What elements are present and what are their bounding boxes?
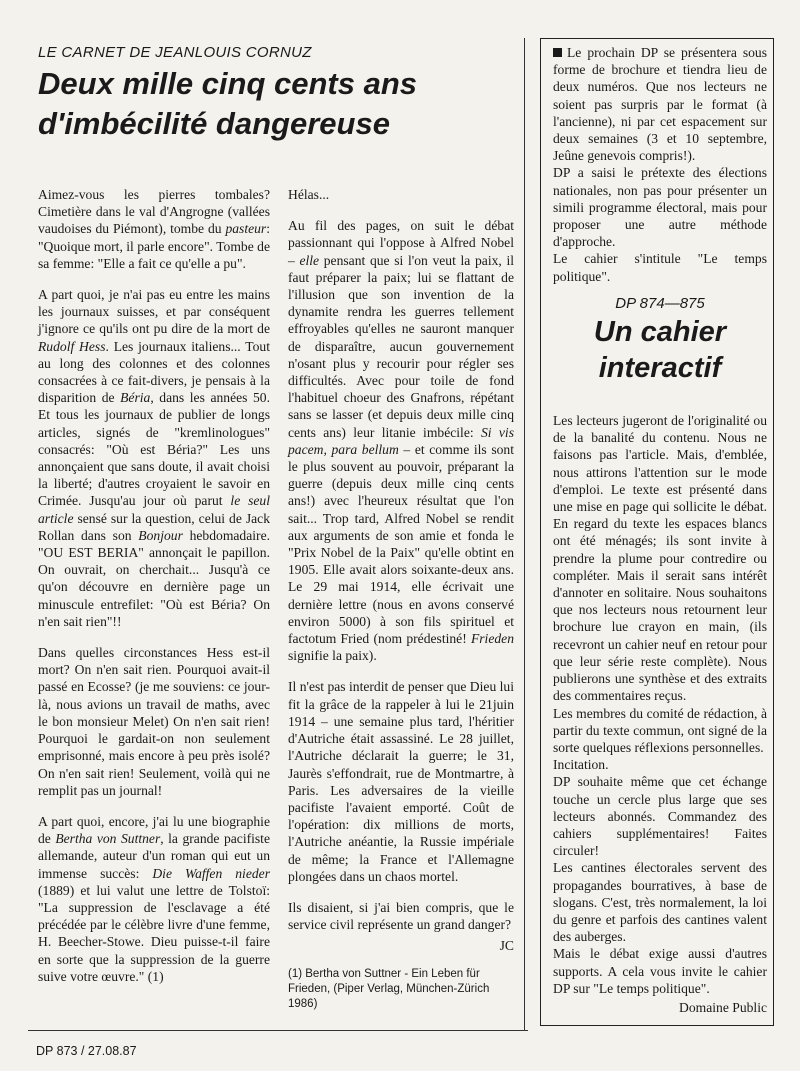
italic-run: le seul article	[38, 493, 270, 526]
paragraph-4	[38, 813, 270, 985]
italic-run: pasteur	[225, 221, 267, 237]
headline-line-1: Deux mille cinq cents ans	[38, 66, 418, 101]
text-run: sensé sur la question, celui de Jack Rollan dans son	[38, 510, 270, 543]
column-divider	[524, 38, 525, 1030]
sidebar-title-line-2: interactif	[598, 352, 722, 385]
sidebar-notice-3: Le cahier s'intitule "Le temps politique".	[553, 251, 767, 284]
paragraph-6	[288, 217, 514, 664]
sidebar-title-line-1: Un cahier	[593, 316, 727, 349]
italic-run: Si vis pacem, para bellum	[288, 424, 514, 457]
paragraph-8: Ils disaient, si j'ai bien compris, que le service civil représente un grand danger?	[288, 899, 514, 933]
text-run: . Les journaux italiens... Tout au long des colonnes et des colonnes consacrées à ce fait-divers, je pensais à la disparition de	[38, 338, 270, 406]
text-run: , dans les années 50. Et tous les journaux de publier de longs articles, signés de "kremlinologues" consacrés: "Où est Béria?" Les uns annonçaient que sans doute, il avait choisi la liberté; d'autres croyaient le savoir en Crimée. Jusqu'au jour où parut	[38, 390, 270, 509]
sidebar-paragraph-3: Incitation.	[553, 757, 609, 773]
text-run: (1889) et lui valut une lettre de Tolstoï: "La suppression de l'esclavage a été précédée par le célèbre livre d'une femme, H. Beecher-Stowe. Dieu puisse-t-il faire en sorte que la suppression de la guerre suive votre œuvre." (1)	[38, 882, 270, 984]
text-run: – et comme ils sont le plus souvent au pouvoir, préparant la guerre (depuis deux mille cinq cents ans!) avec l'heureux résultat que l'on sait... Trop tard, Alfred Nobel se rendit aux arguments de son amie et fonda le "Prix Nobel de la Paix" qu'elle obtint en 1905. Elle avait alors soixante-deux ans. Le 29 mai 1914, elle écrivait une dernière lettre (nous en avons conservé environ 5000) à son fils spirituel et factotum Fried (nom prédestiné!	[288, 441, 514, 647]
paragraph-7: Il n'est pas interdit de penser que Dieu lui fit la grâce de la rappeler à lui le 21juin 1914 – une semaine plus tard, l'héritier d'Autriche était assassiné. Le 28 juillet, l'Autriche déclarait la guerre; le 31, Jaurès s'effondrait, rue de Montmartre, à Paris. Les adversaires de la vieille pacifiste l'avaient emporté. Coût de l'opération: dix millions de morts, l'Autriche anéantie, la Russie impériale de même; la France et l'Allemagne plongées dans un chaos mortel.	[288, 679, 514, 884]
sidebar-notice-2: DP a saisi le prétexte des élections nationales, non pas pour présenter un simili programme électoral, mais pour proposer une autre méthode d'approche.	[553, 165, 767, 250]
sidebar-signature: Domaine Public	[679, 999, 767, 1015]
sidebar-paragraph-4: DP souhaite même que cet échange touche un cercle plus large que ses lecteurs abonnés. Commandez des cahiers supplémentaires! Faites circuler!	[553, 774, 767, 859]
paragraph-5: Hélas...	[288, 187, 330, 202]
italic-run: elle	[299, 252, 320, 268]
italic-run: Frieden	[470, 631, 514, 647]
bottom-rule	[28, 1030, 528, 1031]
sidebar-kicker: DP 874—875	[615, 294, 705, 312]
italic-run: Bonjour	[138, 527, 183, 543]
text-run: hebdomadaire. "OU EST BERIA" annonçait le papillon. On ouvrait, on cherchait... Jusqu'à ce qu'on découvre en dernière page un minuscule entrefilet: "Où est Béria? On n'en sait rien"!!	[38, 527, 270, 629]
italic-run: Bertha von Suttner	[55, 831, 161, 847]
article-column-1	[38, 186, 270, 985]
sidebar-paragraph-1: Les lecteurs jugeront de l'originalité ou de la banalité du contenu. Nous ne faisons pas l'article. Mais, d'emblée, nous attirons l'attention sur le mode d'emploi. Le texte est présenté dans une mise en page qui sollicite le débat. En regard du texte les espaces blancs ont été ménagés; ils sont invite à prendre la plume pour contredire ou compléter. Mais il serait sans intérêt d'annoter en solitaire. Nous souhaitons que nos lecteurs nous retournent leur brochure lue crayon en main, (ils recevront un cahier neuf en retour pour que leur série reste complète). Nous publierons une synthèse et des extraits des commentaires reçus.	[553, 413, 767, 704]
text-run: : "Quoique mort, il parle encore". Tombe de sa femme: "Elle a fait ce qu'elle a pu".	[38, 221, 270, 271]
article-column-2	[288, 186, 514, 1012]
headline-line-2: d'imbécilité dangereuse	[38, 106, 390, 141]
text-run: Le prochain DP se présentera sous forme de brochure et tiendra lieu de deux numéros. Que nos lecteurs ne soient pas surpris par le format (à l'ancienne), ni par cet espacement sur deux semaines (3 et 10 septembre, Jeûne genevois compris!).	[553, 45, 767, 164]
italic-run: Die Waffen nieder	[152, 865, 270, 881]
article-kicker: LE CARNET DE JEANLOUIS CORNUZ	[38, 44, 312, 61]
author-signature: JC	[499, 938, 514, 954]
text-run: Au fil des pages, on suit le débat passionnant qui l'oppose à Alfred Nobel –	[288, 218, 514, 268]
text-run: A part quoi, encore, j'ai lu une biographie de	[38, 813, 270, 847]
footnote: (1) Bertha von Suttner - Ein Leben für Frieden, (Piper Verlag, München-Zürich 1986)	[288, 967, 490, 1010]
text-run: A part quoi, je n'ai pas eu entre les mains les journaux suisses, et par conséquent j'ignore ce qu'ils ont pu dire de la mort de	[38, 287, 270, 337]
text-run: , la grande pacifiste allemande, auteur d'un roman qui eut un immense succès:	[38, 831, 270, 881]
page-folio: DP 873 / 27.08.87	[36, 1044, 137, 1058]
square-bullet-icon	[553, 48, 562, 57]
sidebar-paragraph-5: Les cantines électorales servent des propagandes bourratives, à base de slogans. C'est, très normalement, la loi du genre et parfois des cantines valent des auberges.	[553, 860, 767, 945]
paragraph-3: Dans quelles circonstances Hess est-il mort? On n'en sait rien. Pourquoi avait-il passé en Ecosse? (je me souviens: ce jour-là, nous avions un travail de maths, avec le bon monsieur Melet) On n'en sait rien! Pourquoi le gardait-on non seulement emprisonné, mais encore à peu près isolé? On n'en sait rien! Seulement, voilà qui ne remplit pas un journal!	[38, 645, 270, 798]
sidebar-column	[553, 44, 767, 1016]
sidebar-paragraph-2: Les membres du comité de rédaction, à partir du texte commun, ont signé de la sorte quelques réflexions personnelles.	[553, 705, 767, 755]
text-run: signifie la paix).	[288, 648, 377, 664]
sidebar-notice	[553, 44, 767, 164]
article-headline	[38, 64, 518, 144]
sidebar-paragraph-6: Mais le débat exige aussi d'autres supports. A cela vous invite le cahier DP sur "Le temps politique".	[553, 946, 767, 996]
sidebar-title	[553, 314, 767, 386]
text-run: Aimez-vous les pierres tombales? Cimetière dans le val d'Angrogne (vallées vaudoises du Piémont), tombe du	[38, 187, 270, 237]
text-run: pensant que si l'on veut la paix, il faut préparer la paix; lui se flattant de l'illusion que son invention de la dynamite rendra les guerres tellement effroyables qu'elles ne sauront manquer de disparaître, aucun gouvernement n'osant plus y recourir pour régler ses difficultés. Avec pour toile de fond l'habituel choeur des Gnafrons, répétant sans se lasser (et depuis deux mille cinq cents ans) leur litanie imbécile:	[288, 252, 515, 440]
italic-run: Béria	[120, 390, 151, 406]
paragraph-1	[38, 186, 270, 272]
italic-run: Rudolf Hess	[38, 338, 106, 354]
paragraph-2	[38, 286, 270, 630]
